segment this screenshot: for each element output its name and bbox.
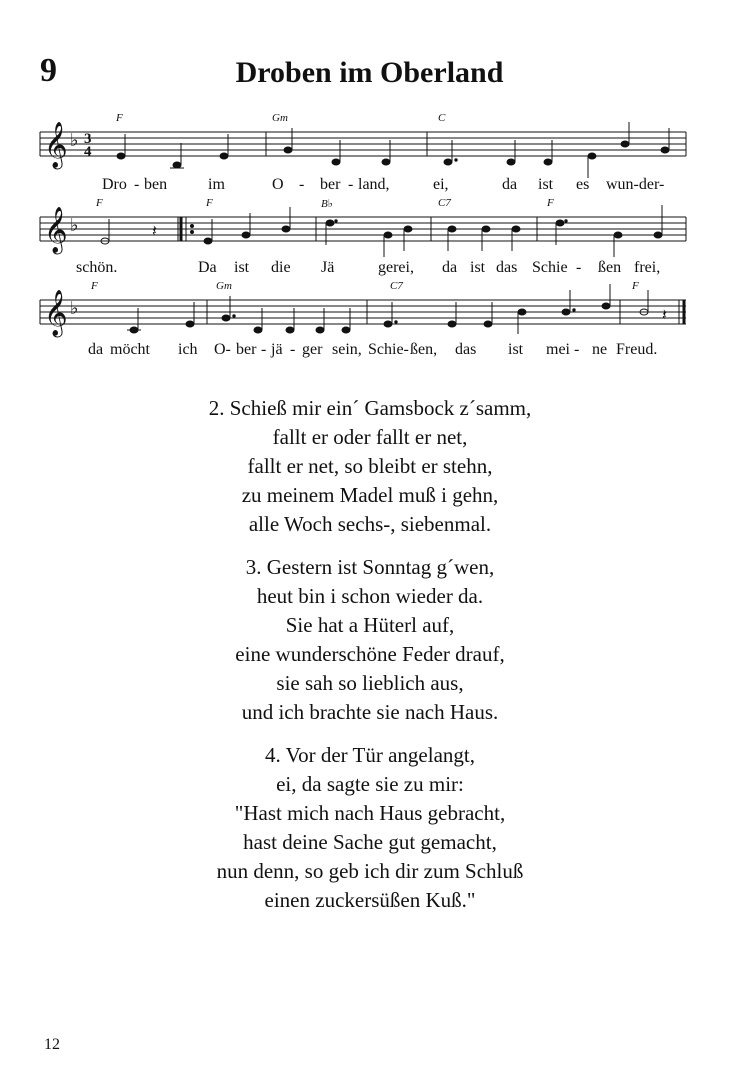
lyric-syllable: - bbox=[576, 259, 582, 276]
song-number: 9 bbox=[40, 52, 57, 89]
lyric-syllable: - bbox=[574, 341, 580, 358]
verse-line: eine wunderschöne Feder drauf, bbox=[235, 642, 505, 666]
treble-clef-icon: 𝄞 bbox=[44, 290, 68, 335]
chord: C7 bbox=[390, 280, 403, 292]
lyric-syllable: ei, bbox=[433, 176, 449, 193]
verse-line: einen zuckersüßen Kuß." bbox=[264, 888, 476, 912]
lyric-syllable: ne bbox=[592, 341, 608, 358]
lyric-syllable: ger bbox=[302, 341, 323, 358]
lyric-syllable: das bbox=[455, 341, 477, 358]
rest-icon: 𝄽 bbox=[152, 223, 157, 240]
lyric-syllable: es bbox=[576, 176, 590, 193]
verse-line: hast deine Sache gut gemacht, bbox=[243, 830, 497, 854]
chord: F bbox=[632, 280, 639, 292]
notes-2 bbox=[101, 205, 662, 257]
lyric-syllable: - bbox=[290, 341, 296, 358]
verse-4 bbox=[110, 741, 630, 915]
lyric-syllable: mei bbox=[546, 341, 570, 358]
flat-icon: ♭ bbox=[70, 215, 79, 235]
chord: C7 bbox=[438, 197, 451, 209]
chord: F bbox=[116, 112, 123, 124]
verse-line: ei, da sagte sie zu mir: bbox=[276, 772, 464, 796]
lyric-syllable: land, bbox=[358, 176, 390, 193]
lyric-syllable: sein, bbox=[332, 341, 362, 358]
verse-line: alle Woch sechs-, siebenmal. bbox=[248, 512, 492, 536]
lyric-syllable: Freud. bbox=[616, 341, 658, 358]
page-number: 12 bbox=[44, 1036, 60, 1053]
lyric-syllable: schön. bbox=[76, 259, 118, 276]
chord: Gm bbox=[272, 112, 288, 124]
staff-3 bbox=[40, 300, 686, 324]
lyric-syllable: O bbox=[272, 176, 284, 193]
lyric-syllable: - bbox=[134, 176, 140, 193]
lyric-syllable: ich bbox=[178, 341, 198, 358]
lyric-syllable: wun-der- bbox=[606, 176, 665, 193]
lyric-syllable: ber bbox=[320, 176, 341, 193]
lyric-syllable: das bbox=[496, 259, 518, 276]
verse-line: fallt er net, so bleibt er stehn, bbox=[247, 454, 493, 478]
chord: C bbox=[438, 112, 446, 124]
treble-clef-icon: 𝄞 bbox=[44, 122, 68, 167]
lyric-syllable: da bbox=[88, 341, 104, 358]
lyric-syllable: O- bbox=[214, 341, 231, 358]
lyric-syllable: die bbox=[271, 259, 291, 276]
lyric-syllable: Jä bbox=[321, 259, 335, 276]
chord: F bbox=[206, 197, 213, 209]
verse-line: zu meinem Madel muß i gehn, bbox=[241, 483, 499, 507]
lyric-syllable: ßen, bbox=[410, 341, 438, 358]
lyric-syllable: im bbox=[208, 176, 225, 193]
staff-1 bbox=[40, 132, 686, 156]
lyric-syllable: ßen bbox=[598, 259, 622, 276]
verse-2 bbox=[110, 394, 630, 539]
staff-2 bbox=[40, 217, 686, 241]
lyric-syllable: ist bbox=[470, 259, 486, 276]
lyric-syllable: ist bbox=[234, 259, 250, 276]
lyric-syllable: ben bbox=[144, 176, 168, 193]
verse-line: "Hast mich nach Haus gebracht, bbox=[234, 801, 506, 825]
lyric-syllable: gerei, bbox=[378, 259, 414, 276]
rest-icon: 𝄽 bbox=[662, 307, 667, 324]
flat-icon: ♭ bbox=[70, 130, 79, 150]
verses bbox=[110, 394, 630, 929]
lyric-syllable: - bbox=[299, 176, 305, 193]
lyric-syllable: ist bbox=[508, 341, 524, 358]
lyric-syllable: Da bbox=[198, 259, 217, 276]
lyric-syllable: Schie bbox=[532, 259, 568, 276]
treble-clef-icon: 𝄞 bbox=[44, 207, 68, 252]
chord: Gm bbox=[216, 280, 232, 292]
verse-line: 2. Schieß mir ein´ Gamsbock z´samm, bbox=[208, 396, 532, 420]
chord: B♭ bbox=[321, 198, 333, 210]
lyric-syllable: ist bbox=[538, 176, 554, 193]
lyric-syllable: Schie- bbox=[368, 341, 409, 358]
lyric-syllable: da bbox=[442, 259, 458, 276]
verse-line: nun denn, so geb ich dir zum Schluß bbox=[216, 859, 524, 883]
verse-3 bbox=[110, 553, 630, 727]
chord: F bbox=[547, 197, 554, 209]
chord: F bbox=[96, 197, 103, 209]
lyric-syllable: ber bbox=[236, 341, 257, 358]
verse-line: sie sah so lieblich aus, bbox=[276, 671, 464, 695]
verse-line: 3. Gestern ist Sonntag g´wen, bbox=[245, 555, 495, 579]
chord: F bbox=[91, 280, 98, 292]
verse-line: heut bin i schon wieder da. bbox=[256, 584, 484, 608]
song-title-text: Droben im Oberland bbox=[235, 56, 504, 89]
verse-line: und ich brachte sie nach Haus. bbox=[241, 700, 499, 724]
lyric-syllable: - bbox=[261, 341, 267, 358]
time-sig-bottom: 4 bbox=[84, 144, 92, 160]
lyric-syllable: möcht bbox=[110, 341, 150, 358]
lyric-syllable: jä bbox=[271, 341, 283, 358]
notes-3 bbox=[127, 284, 648, 334]
lyric-syllable: Dro bbox=[102, 176, 127, 193]
lyric-syllable: frei, bbox=[634, 259, 661, 276]
verse-line: fallt er oder fallt er net, bbox=[272, 425, 468, 449]
time-sig-top: 3 bbox=[84, 131, 92, 147]
lyric-syllable: da bbox=[502, 176, 518, 193]
verse-line: 4. Vor der Tür angelangt, bbox=[265, 743, 475, 767]
flat-icon: ♭ bbox=[70, 298, 79, 318]
lyric-syllable: - bbox=[348, 176, 354, 193]
verse-line: Sie hat a Hüterl auf, bbox=[285, 613, 455, 637]
